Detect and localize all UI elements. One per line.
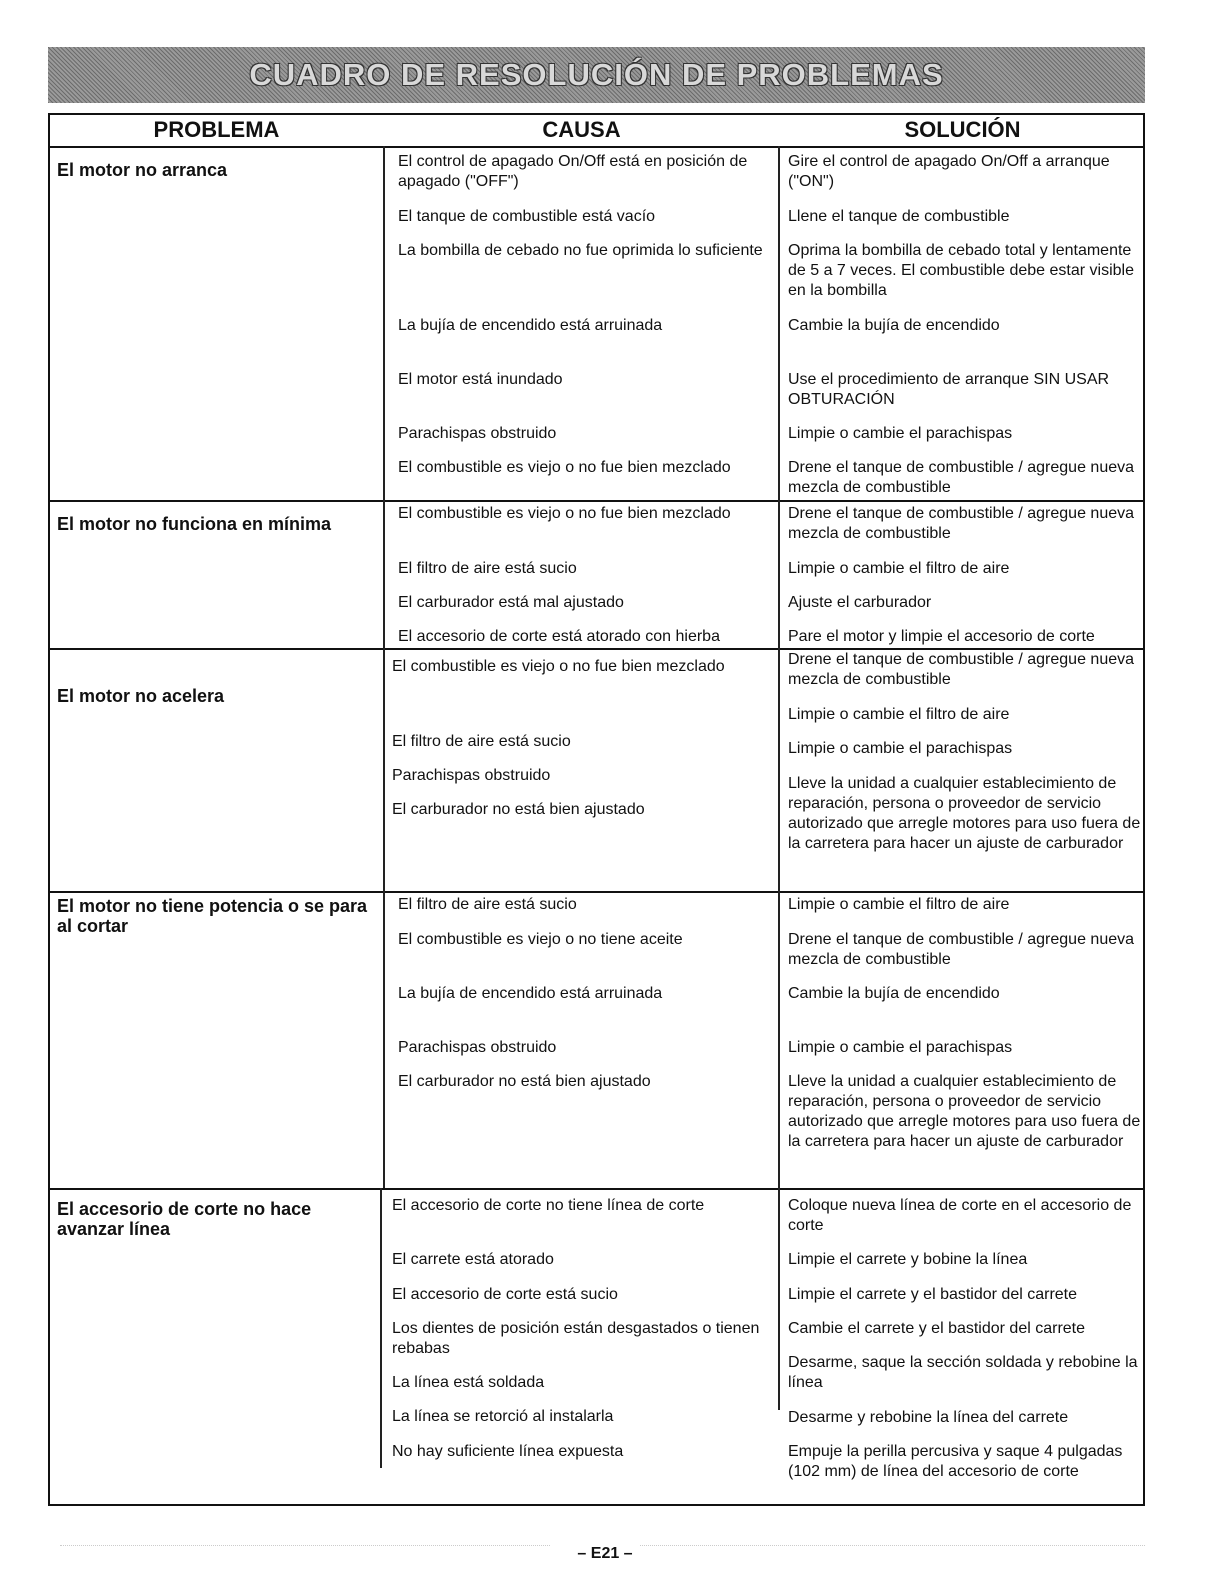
solution-item: Limpie o cambie el parachispas: [788, 740, 1013, 757]
solution-item: Limpie o cambie el parachispas: [788, 1039, 1013, 1056]
solution-item: Cambie la bujía de encendido: [788, 985, 1000, 1002]
cause-item: El carburador está mal ajustado: [398, 594, 624, 611]
problem-label: El motor no arranca: [57, 160, 228, 180]
cause-item: La bujía de encendido está arruinada: [398, 985, 663, 1002]
solution-item: Cambie el carrete y el bastidor del carrete: [788, 1320, 1086, 1337]
solution-item: Oprima la bombilla de cebado total y lentamente de 5 a 7 veces. El combustible debe estar visible en la bombilla: [788, 242, 1134, 299]
solution-item: Limpie el carrete y el bastidor del carrete: [788, 1286, 1078, 1303]
solution-item: Lleve la unidad a cualquier establecimiento de reparación, persona o proveedor de servicio autorizado que arregle motores para uso fuera de la carretera para hacer un ajuste de carburador: [788, 1073, 1141, 1150]
column-divider: [383, 891, 385, 1188]
solution-item: Limpie o cambie el filtro de aire: [788, 896, 1010, 913]
cause-item: El combustible es viejo o no tiene aceite: [398, 931, 683, 948]
solution-item: Empuje la perilla percusiva y saque 4 pulgadas (102 mm) de línea del accesorio de corte: [788, 1443, 1123, 1480]
solution-item: Drene el tanque de combustible / agregue nueva mezcla de combustible: [788, 931, 1135, 968]
column-divider: [383, 648, 385, 891]
column-divider: [383, 500, 385, 648]
cause-item: Los dientes de posición están desgastados o tienen rebabas: [392, 1320, 760, 1357]
header-solution: SOLUCIÓN: [904, 117, 1021, 142]
cause-item: El filtro de aire está sucio: [392, 733, 571, 750]
solution-item: Desarme y rebobine la línea del carrete: [788, 1409, 1069, 1426]
cause-item: La línea está soldada: [392, 1374, 545, 1391]
cause-item: El filtro de aire está sucio: [398, 896, 577, 913]
cause-item: El accesorio de corte no tiene línea de corte: [392, 1197, 705, 1214]
solution-item: Ajuste el carburador: [788, 594, 932, 611]
page-number: – E21 –: [577, 1545, 633, 1562]
problem-label: El motor no tiene potencia o se para al cortar: [57, 896, 368, 936]
solution-item: Limpie o cambie el filtro de aire: [788, 706, 1010, 723]
solution-item: Use el procedimiento de arranque SIN USAR OBTURACIÓN: [788, 371, 1110, 408]
solution-item: Cambie la bujía de encendido: [788, 317, 1000, 334]
table-header: [50, 115, 1143, 148]
cause-item: La línea se retorció al instalarla: [392, 1408, 614, 1425]
solution-item: Drene el tanque de combustible / agregue nueva mezcla de combustible: [788, 651, 1135, 688]
troubleshooting-table: [48, 113, 1145, 1506]
solution-item: Coloque nueva línea de corte en el accesorio de corte: [788, 1197, 1132, 1234]
page-title: CUADRO DE RESOLUCIÓN DE PROBLEMAS: [249, 57, 944, 92]
cause-item: El carrete está atorado: [392, 1251, 554, 1268]
cause-item: El combustible es viejo o no fue bien mezclado: [398, 505, 731, 522]
solution-item: Desarme, saque la sección soldada y rebobine la línea: [788, 1354, 1138, 1391]
solution-item: Limpie o cambie el parachispas: [788, 425, 1013, 442]
title-banner: [48, 47, 1145, 103]
column-divider: [380, 1188, 382, 1468]
cause-item: El carburador no está bien ajustado: [392, 801, 645, 818]
cause-item: El filtro de aire está sucio: [398, 560, 577, 577]
problem-section: [50, 146, 1143, 502]
cause-item: Parachispas obstruido: [392, 767, 551, 784]
solution-item: Limpie o cambie el filtro de aire: [788, 560, 1010, 577]
cause-item: El control de apagado On/Off está en posición de apagado ("OFF"): [398, 153, 748, 190]
problem-section: [50, 648, 1143, 893]
problem-label: El motor no funciona en mínima: [57, 514, 332, 534]
problem-label: El motor no acelera: [57, 686, 225, 706]
problem-section: [50, 1188, 1143, 1504]
problem-section: [50, 891, 1143, 1190]
cause-item: Parachispas obstruido: [398, 1039, 557, 1056]
column-divider: [383, 146, 385, 500]
cause-item: La bujía de encendido está arruinada: [398, 317, 663, 334]
header-problem: PROBLEMA: [153, 117, 280, 142]
cause-item: El combustible es viejo o no fue bien mezclado: [398, 459, 731, 476]
solution-item: Limpie el carrete y bobine la línea: [788, 1251, 1028, 1268]
cause-item: El accesorio de corte está sucio: [392, 1286, 618, 1303]
solution-item: Drene el tanque de combustible / agregue nueva mezcla de combustible: [788, 459, 1135, 496]
problem-label: El accesorio de corte no hace avanzar línea: [57, 1199, 312, 1239]
solution-item: Llene el tanque de combustible: [788, 208, 1010, 225]
cause-item: El combustible es viejo o no fue bien mezclado: [392, 658, 725, 675]
solution-item: Gire el control de apagado On/Off a arranque ("ON"): [788, 153, 1110, 190]
header-cause: CAUSA: [542, 117, 621, 142]
cause-item: El accesorio de corte está atorado con hierba: [398, 628, 720, 645]
cause-item: El carburador no está bien ajustado: [398, 1073, 651, 1090]
solution-item: Pare el motor y limpie el accesorio de corte: [788, 628, 1095, 645]
problem-section: [50, 500, 1143, 650]
cause-item: Parachispas obstruido: [398, 425, 557, 442]
cause-item: El motor está inundado: [398, 371, 563, 388]
cause-item: No hay suficiente línea expuesta: [392, 1443, 624, 1460]
cause-item: El tanque de combustible está vacío: [398, 208, 656, 225]
cause-item: La bombilla de cebado no fue oprimida lo suficiente: [398, 242, 763, 259]
solution-item: Lleve la unidad a cualquier establecimiento de reparación, persona o proveedor de servicio autorizado que arregle motores para uso fuera de la carretera para hacer un ajuste de carburador: [788, 775, 1141, 852]
solution-item: Drene el tanque de combustible / agregue nueva mezcla de combustible: [788, 505, 1135, 542]
